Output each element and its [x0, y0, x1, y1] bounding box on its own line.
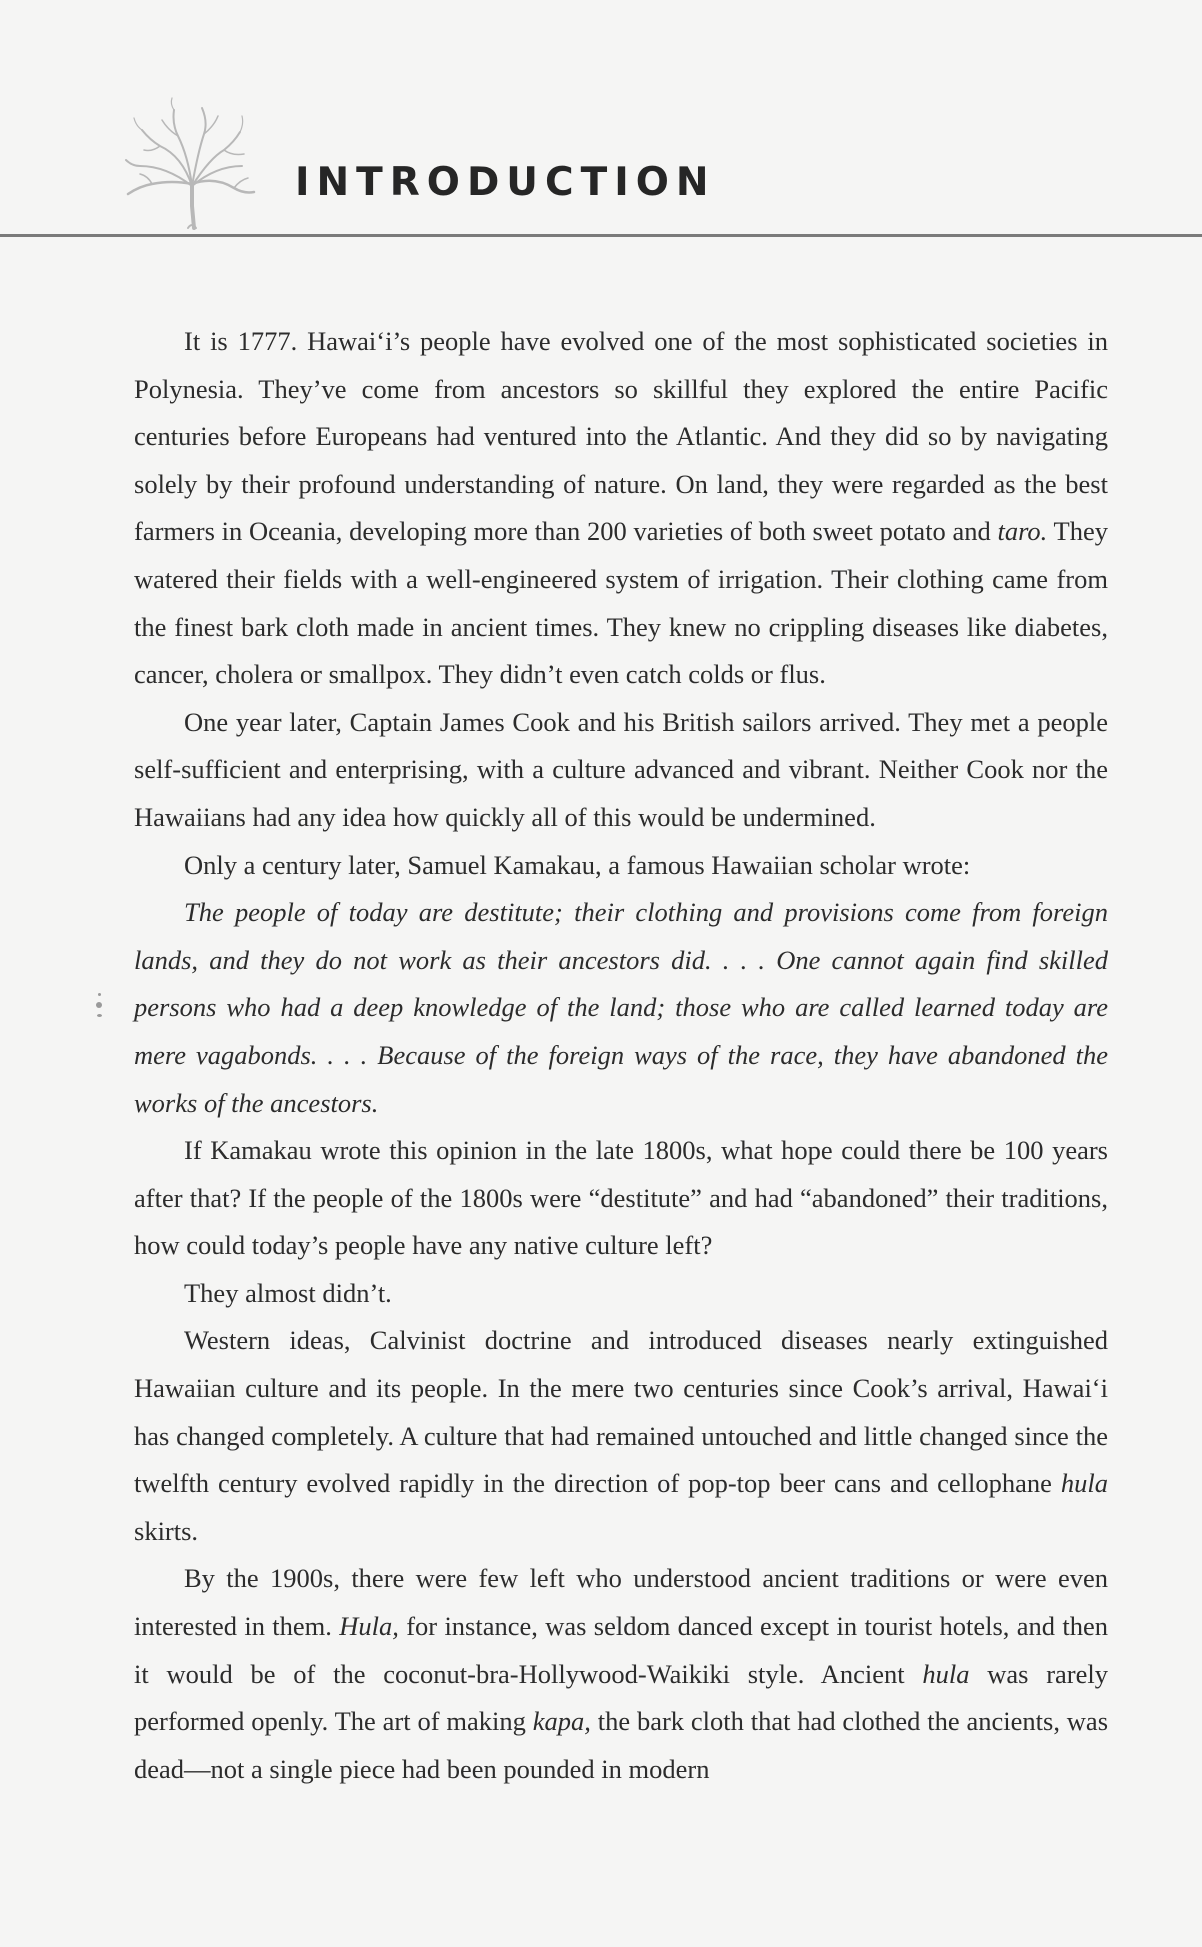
block-quote [134, 889, 1108, 1127]
text-segment: They almost didn’t. [184, 1277, 392, 1308]
body-text [134, 318, 1108, 1793]
text-segment: for instance, was seldom danced except in tourist hotels, and then it would be of the coconut-bra-Hollywood-Waikiki style. Ancient [134, 1611, 1108, 1689]
paragraph [134, 318, 1108, 699]
text-segment: the bark cloth that had clothed the ancients, was dead—not a single piece had been pounded in modern [134, 1706, 1109, 1784]
chapter-title: INTRODUCTION [295, 160, 716, 205]
paragraph [134, 699, 1108, 842]
text-segment: skirts. [134, 1515, 199, 1546]
tree-icon [122, 96, 262, 231]
margin-mark [96, 993, 106, 1023]
chapter-header [0, 0, 1202, 240]
text-segment: It is 1777. Hawai‘i’s people have evolved one of the most sophisticated societies in Polynesia. They’ve come from ancestors so skillful they explored the entire Pacific centuries before Europeans had ventured into the Atlantic. And they did so by navigating solely by their profound understanding of nature. On land, they were regarded as the best farmers in Oceania, developing more than 200 varieties of both sweet potato and [134, 326, 1108, 547]
text-segment: Only a century later, Samuel Kamakau, a famous Hawaiian scholar wrote: [184, 849, 971, 880]
italic-text: Hula, [339, 1611, 399, 1642]
italic-text: hula [922, 1658, 970, 1689]
italic-text: hula [1060, 1468, 1108, 1499]
text-segment: If Kamakau wrote this opinion in the late 1800s, what hope could there be 100 years after that? If the people of the 1800s were “destitute” and had “abandoned” their traditions, how could today’s people have any native culture left? [134, 1135, 1108, 1261]
paragraph [134, 1270, 1108, 1318]
italic-text: The people of today are destitute; their clothing and provisions come from foreign lands, and they do not work as their ancestors did. . . . One cannot again find skilled persons who had a deep knowledge of the land; those who are called learned today are mere vagabonds. . . . Because of the foreign ways of the race, they have abandoned the works of the ancestors. [134, 897, 1108, 1118]
paragraph [134, 1127, 1108, 1270]
paragraph [134, 842, 1108, 890]
text-segment: They watered their fields with a well-engineered system of irrigation. Their clothing came from the finest bark cloth made in ancient times. They knew no crippling diseases like diabetes, cancer, cholera or smallpox. They didn’t even catch colds or flus. [134, 516, 1108, 690]
text-segment: Western ideas, Calvinist doctrine and introduced diseases nearly extinguished Hawaiian culture and its people. In the mere two centuries since Cook’s arrival, Hawai‘i has changed completely. A culture that had remained untouched and little changed since the twelfth century evolved rapidly in the direction of pop-top beer cans and cellophane [134, 1325, 1108, 1499]
italic-text: taro. [997, 516, 1048, 547]
text-segment: By the 1900s, there were few left who understood ancient traditions or were even interested in them. [134, 1563, 1108, 1642]
text-segment: One year later, Captain James Cook and his British sailors arrived. They met a people self-sufficient and enterprising, with a culture advanced and vibrant. Neither Cook nor the Hawaiians had any idea how quickly all of this would be undermined. [134, 706, 1108, 832]
paragraph [134, 1317, 1108, 1555]
italic-text: kapa, [532, 1706, 591, 1737]
paragraph [134, 1555, 1108, 1793]
header-rule [0, 234, 1202, 237]
text-segment: was rarely performed openly. The art of making [134, 1658, 1108, 1737]
